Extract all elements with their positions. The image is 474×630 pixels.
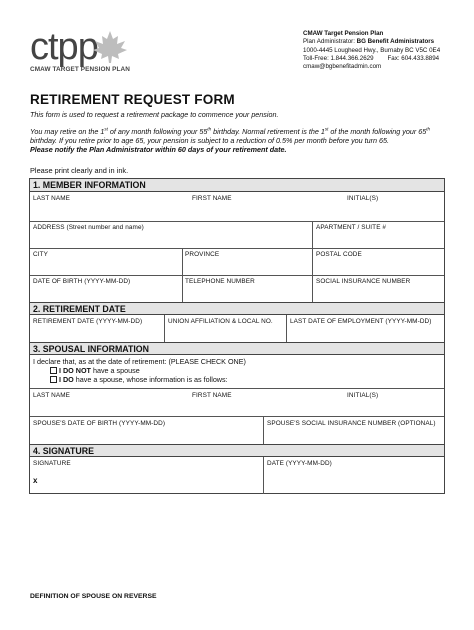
admin-name: BG Benefit Administrators — [356, 38, 435, 46]
para-text: of any month following your 55 — [107, 127, 208, 136]
spouse-dob-label: SPOUSE'S DATE OF BIRTH (YYYY-MM-DD) — [33, 420, 166, 427]
logo: ctpp — [30, 26, 98, 68]
footer-note: DEFINITION OF SPOUSE ON REVERSE — [30, 593, 157, 600]
signature-mark[interactable]: x — [33, 476, 38, 485]
spouse-initials-label: INITIAL(S) — [347, 392, 379, 399]
email-link[interactable]: cmaw@bgbenefitadmin.com — [303, 63, 382, 71]
intro-text: This form is used to request a retirement package to commence your pension. — [30, 110, 279, 119]
section-retirement-heading: 2. RETIREMENT DATE — [30, 302, 444, 315]
option-bold: I DO — [59, 375, 74, 384]
option-has-spouse[interactable] — [50, 375, 228, 384]
checkbox[interactable] — [50, 376, 57, 383]
tollfree: Toll-Free: 1.844.366.2629 — [303, 54, 374, 62]
maple-leaf-icon — [92, 30, 128, 64]
option-text: have a spouse — [90, 366, 140, 375]
member-dob-label: DATE OF BIRTH (YYYY-MM-DD) — [33, 278, 131, 285]
fax: Fax: 604.433.8894 — [387, 54, 440, 62]
para-text: birthday. If you retire prior to age 65, your pension is subject to a reduction of 0.5% per month before you turn 65. — [30, 135, 390, 145]
member-last-name-label: LAST NAME — [33, 195, 71, 202]
print-note: Please print clearly and in ink. — [30, 166, 129, 175]
last-employment-label: LAST DATE OF EMPLOYMENT (YYYY-MM-DD) — [290, 318, 432, 325]
member-city-label: CITY — [33, 251, 48, 258]
admin-prefix: Plan Administrator: — [303, 38, 357, 46]
member-phone-label: TELEPHONE NUMBER — [185, 278, 255, 285]
spouse-last-name-label: LAST NAME — [33, 392, 71, 399]
notify-note: Please notify the Plan Administrator within 60 days of your retirement date. — [30, 144, 287, 154]
retirement-form — [29, 178, 445, 494]
spouse-sin-label: SPOUSE'S SOCIAL INSURANCE NUMBER (OPTIONAL) — [267, 420, 436, 427]
eligibility-paragraph — [30, 128, 450, 154]
retirement-date-label: RETIREMENT DATE (YYYY-MM-DD) — [33, 318, 143, 325]
para-sup: st — [104, 126, 108, 132]
para-sup: th — [426, 126, 431, 132]
option-no-spouse[interactable] — [50, 366, 140, 375]
member-sin-label: SOCIAL INSURANCE NUMBER — [316, 278, 411, 285]
para-text: 65 — [418, 127, 427, 136]
contact-block — [303, 30, 473, 71]
signature-label: SIGNATURE — [33, 460, 71, 467]
org-name: CMAW Target Pension Plan — [303, 30, 384, 37]
signature-date-label: DATE (YYYY-MM-DD) — [267, 460, 332, 467]
checkbox[interactable] — [50, 367, 57, 374]
para-sup: st — [324, 126, 329, 132]
member-initials-label: INITIAL(S) — [347, 195, 379, 202]
member-province-label: PROVINCE — [185, 251, 220, 258]
member-postal-label: POSTAL CODE — [316, 251, 362, 258]
spouse-declaration: I declare that, as at the date of retirement: (PLEASE CHECK ONE) — [33, 357, 246, 366]
logo-subtitle: CMAW TARGET PENSION PLAN — [30, 66, 130, 73]
section-spousal-heading: 3. SPOUSAL INFORMATION — [30, 342, 444, 355]
address-line: 1000-4445 Lougheed Hwy., Burnaby BC V5C 0E4 — [303, 46, 441, 54]
member-address-label: ADDRESS (Street number and name) — [33, 224, 144, 231]
spouse-first-name-label: FIRST NAME — [192, 392, 232, 399]
para-sup: th — [207, 126, 212, 132]
member-first-name-label: FIRST NAME — [192, 195, 232, 202]
para-text: birthday. Normal retirement is the 1 — [211, 127, 325, 136]
section-member-heading: 1. MEMBER INFORMATION — [30, 179, 444, 192]
union-label: UNION AFFILIATION & LOCAL NO. — [168, 318, 273, 325]
option-text: have a spouse, whose information is as follows: — [73, 375, 228, 384]
member-apartment-label: APARTMENT / SUITE # — [316, 224, 387, 231]
page-title: RETIREMENT REQUEST FORM — [30, 92, 235, 107]
para-text: of the month following your — [328, 127, 417, 136]
option-bold: I DO NOT — [59, 366, 91, 375]
para-text: You may retire on the 1 — [30, 127, 105, 136]
section-signature-heading: 4. SIGNATURE — [30, 444, 444, 457]
